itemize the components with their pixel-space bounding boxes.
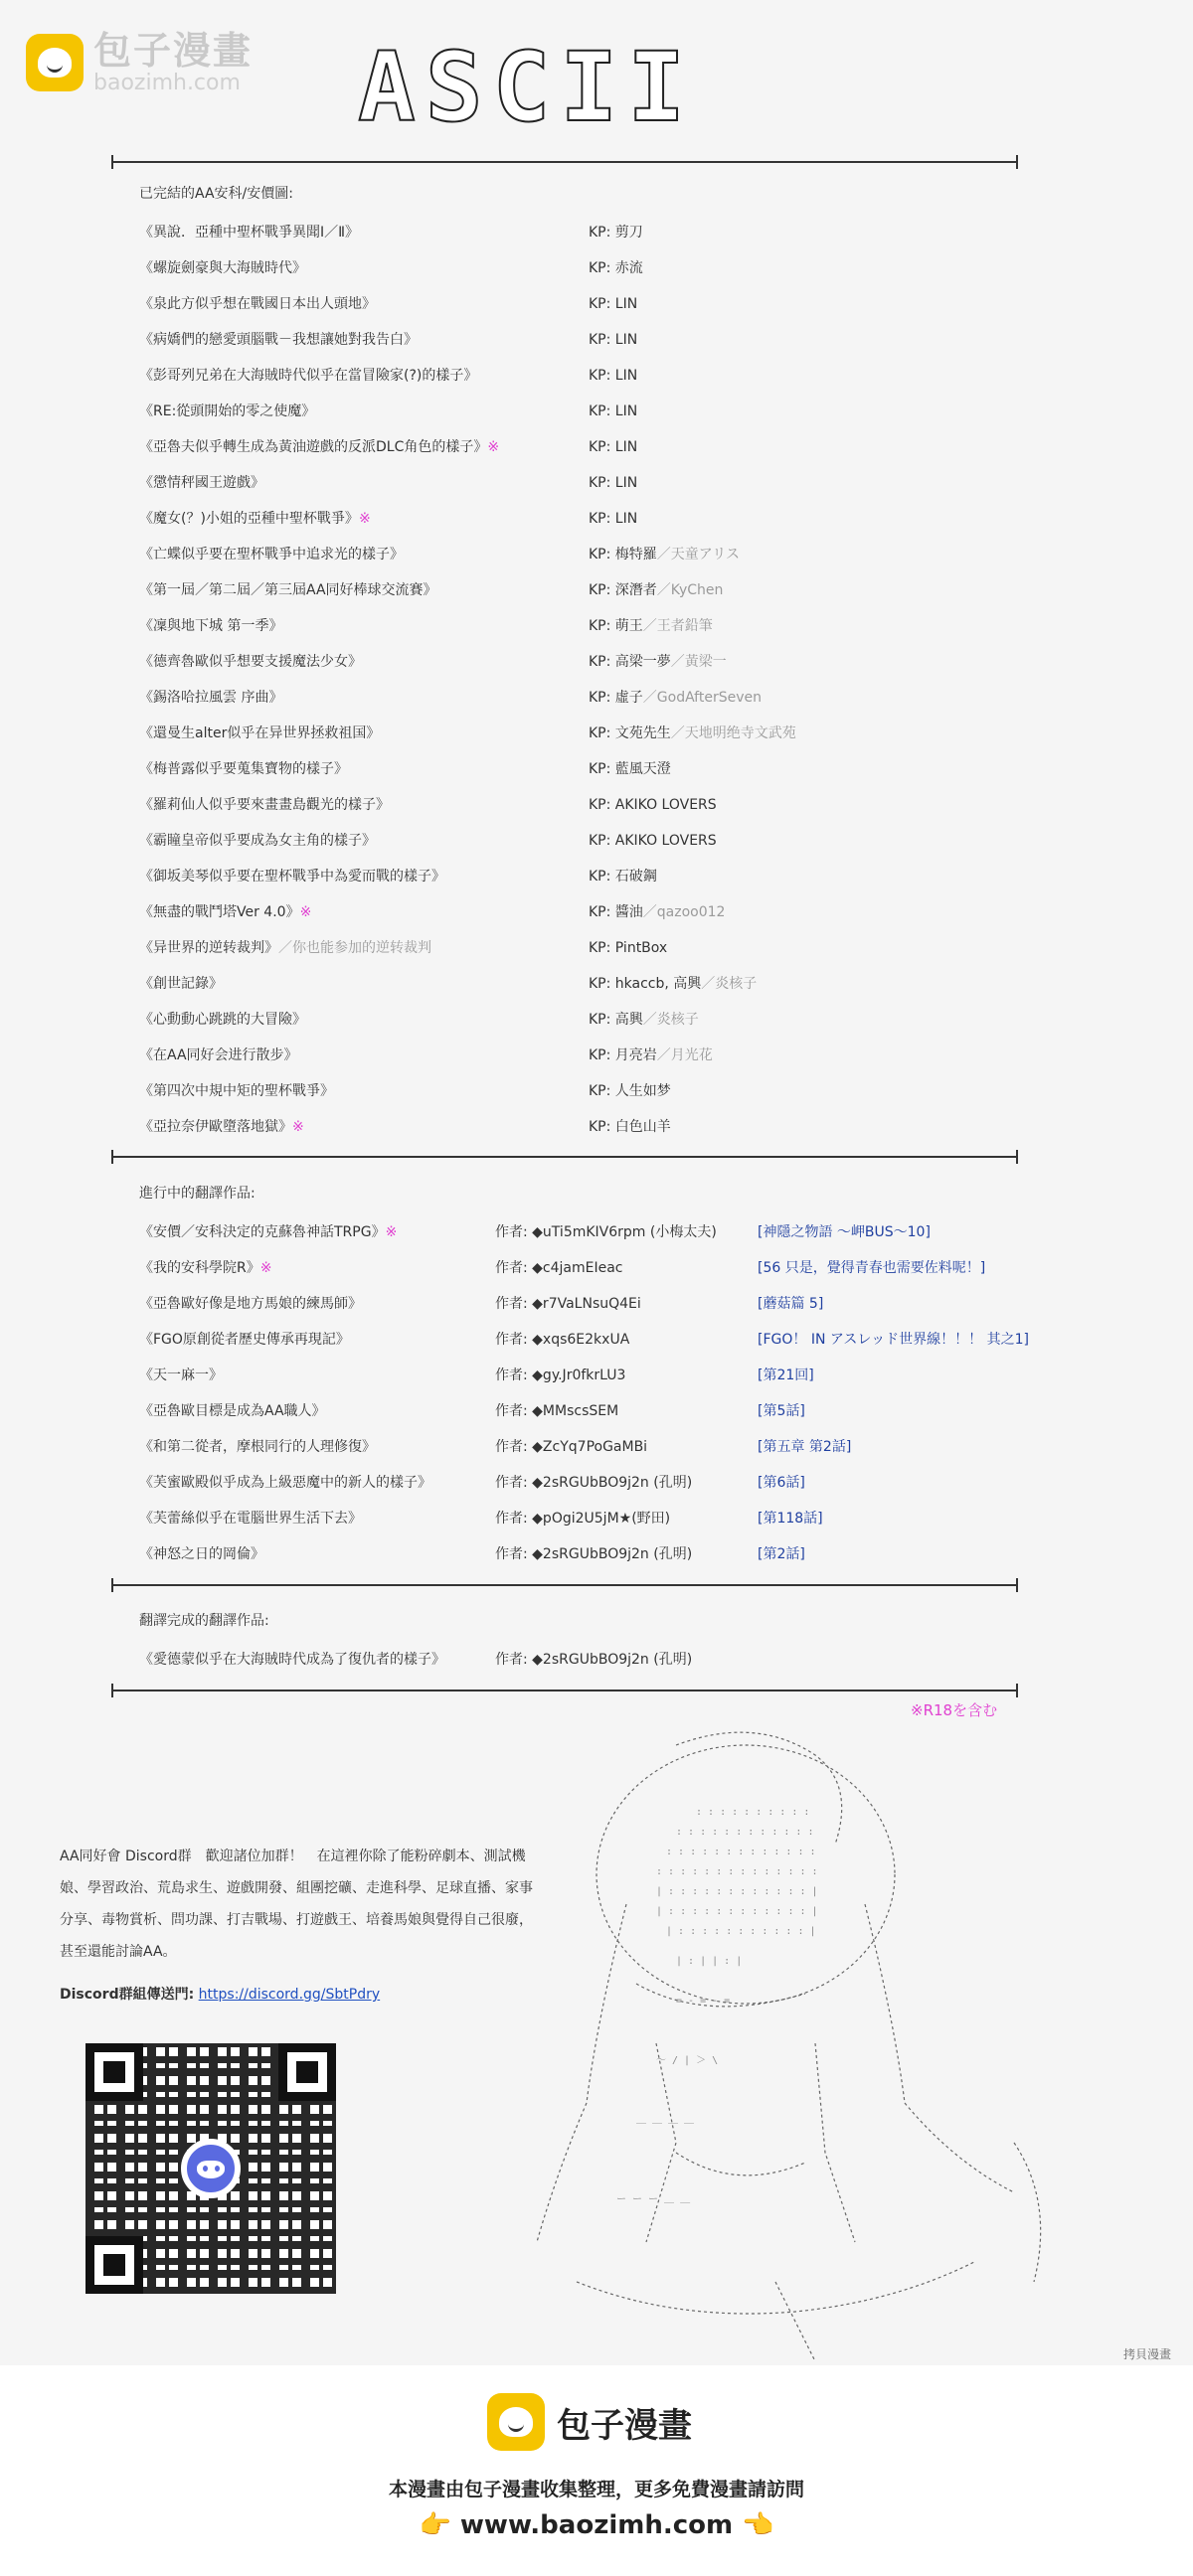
completed-title[interactable] [139,537,404,572]
completed-kp [589,966,757,1002]
footer-name: 包子漫畫 [557,2405,692,2446]
completed-kp [589,751,671,787]
ongoing-latest-episode[interactable]: [神隱之物語 ～岬BUS～10] [758,1224,931,1240]
completed-kp [589,787,717,823]
completed-kp [589,322,637,358]
svg-text:| : | | : |: | : | | : | [676,1956,743,1967]
finished-title[interactable]: 《愛德蒙似乎在大海賊時代成為了復仇者的樣子》 [139,1652,445,1668]
svg-text:| : : : : : : : : : : : |: | : : : : : : : : : : : | [666,1926,816,1937]
completed-row[interactable] [139,894,1034,930]
svg-text:～ / | ＞ \: ～ / | ＞ \ [656,2055,719,2066]
kp-extra: ／炎核子 [701,976,758,992]
completed-kp [589,930,667,966]
divider [111,1156,1018,1158]
kp-name: KP: LIN [589,368,638,384]
r18-note: ※R18を含む [911,1701,998,1719]
r18-mark: ※ [385,1224,398,1240]
completed-title-text[interactable]: 《彭哥列兄弟在大海賊時代似乎在當冒險家(?)的樣子》 [139,368,478,384]
kp-extra: ／qazoo012 [642,904,726,920]
completed-title[interactable] [139,394,315,429]
kp-extra: ／月光花 [656,1047,713,1063]
completed-title-text[interactable]: 《第四次中規中矩的聖杯戰爭》 [139,1083,334,1099]
svg-text:| : : : : : : : : : : : : |: | : : : : : : : : : : : : | [656,1886,818,1897]
completed-kp [589,1073,671,1109]
completed-kp [589,1038,713,1073]
kp-name: KP: 高梁一夢 [589,654,671,670]
ongoing-author: 作者: ◆2sRGUbBO9j2n (孔明) [495,1475,693,1491]
completed-row[interactable] [139,1002,1034,1038]
completed-kp [589,894,725,930]
completed-kp [589,572,723,608]
completed-row[interactable] [139,358,1034,394]
ongoing-latest-episode[interactable]: [蘑菇篇 5] [758,1296,824,1312]
kp-name: KP: 醬油 [589,904,643,920]
kp-name: KP: 藍風天澄 [589,761,671,777]
ongoing-title[interactable] [139,1322,350,1358]
completed-title-extra: ／你也能参加的逆转裁判 [278,940,431,956]
site-logo[interactable] [26,30,253,95]
ongoing-latest-episode[interactable]: [56 只是，覺得青春也需要佐料呢！] [758,1260,986,1276]
kp-extra: ／GodAfterSeven [642,690,762,706]
completed-title-text[interactable]: 《羅莉仙人似乎要來畫畫島觀光的樣子》 [139,797,390,813]
kp-name: KP: 剪刀 [589,225,643,241]
ongoing-row[interactable] [139,1250,1074,1286]
svg-text:＿ ＿ ＿ ＿: ＿ ＿ ＿ ＿ [636,2115,695,2126]
kp-name: KP: 石破鋼 [589,869,657,885]
divider [111,161,1018,163]
ongoing-row[interactable] [139,1536,1074,1572]
kp-name: KP: 深潛者 [589,582,657,598]
completed-kp [589,501,637,537]
ongoing-title-text[interactable]: 《芙蕾絲似乎在電腦世界生活下去》 [139,1511,362,1527]
completed-title[interactable] [139,608,282,644]
source-credit: 拷貝漫畫 [1123,2347,1172,2361]
ongoing-title[interactable] [139,1393,326,1429]
completed-title[interactable] [139,823,376,859]
logo-name: 包子漫畫 [93,29,254,73]
kp-extra: ／黃梁一 [670,654,727,670]
bun-logo-icon [487,2393,545,2451]
completed-title[interactable] [139,1073,334,1109]
kp-name: KP: 虛子 [589,690,643,706]
completed-title-text[interactable]: 《德齊魯歐似乎想要支援魔法少女》 [139,654,362,670]
kp-name: KP: AKIKO LOVERS [589,833,717,849]
discord-link[interactable]: https://discord.gg/SbtPdry [198,1987,381,2003]
completed-kp [589,823,717,859]
completed-title[interactable] [139,501,371,537]
completed-row[interactable] [139,572,1034,608]
finished-author: 作者: ◆2sRGUbBO9j2n (孔明) [495,1652,693,1668]
kp-name: KP: 梅特羅 [589,547,657,563]
completed-heading: 已完結的AA安科/安價圖: [139,186,293,202]
kp-name: KP: 萌王 [589,618,643,634]
kp-name: KP: LIN [589,439,638,455]
footer-logo[interactable] [487,2393,692,2451]
kp-extra: ／天地明绝寺文武苑 [670,725,796,741]
ongoing-row[interactable] [139,1286,1074,1322]
completed-kp [589,644,727,680]
discord-logo-icon [181,2139,241,2198]
completed-title-text[interactable]: 《霸瞳皇帝似乎要成為女主角的樣子》 [139,833,376,849]
logo-url: baozimh.com [93,71,241,95]
r18-mark: ※ [299,904,312,920]
ongoing-title-text[interactable]: 《亞魯歐目標是成為AA職人》 [139,1403,326,1419]
completed-title[interactable] [139,358,477,394]
kp-name: KP: 高興 [589,1012,643,1028]
ongoing-author: 作者: ◆c4jamEIeac [495,1260,623,1276]
completed-row[interactable] [139,859,1034,894]
completed-title[interactable] [139,966,223,1002]
ongoing-author: 作者: ◆pOgi2U5jM★(野田) [495,1511,671,1527]
completed-title-text[interactable]: 《在AA同好会进行散步》 [139,1047,298,1063]
r18-mark: ※ [358,511,371,527]
ascii-title: ASCII [358,32,695,143]
kp-name: KP: LIN [589,511,638,527]
ongoing-author: 作者: ◆r7VaLNsuQ4Ei [495,1296,641,1312]
kp-extra: ／王者鉛筆 [642,618,713,634]
completed-title[interactable] [139,859,445,894]
ongoing-title-text[interactable]: 《神怒之日的岡倫》 [139,1546,264,1562]
svg-text:| : : : : : : : : : : : : |: | : : : : : : : : : : : : | [656,1906,818,1917]
completed-title-text[interactable]: 《RE:從頭開始的零之使魔》 [139,403,316,419]
kp-name: KP: PintBox [589,940,668,956]
ongoing-author: 作者: ◆MMscsSEM [495,1403,619,1419]
completed-kp [589,537,740,572]
ongoing-row[interactable] [139,1214,1074,1250]
bun-logo-icon [26,34,84,91]
completed-row[interactable] [139,1073,1034,1109]
ongoing-title-text[interactable]: 《我的安科學院R》 [139,1260,260,1276]
discord-link-row [60,1984,380,2004]
ongoing-title[interactable] [139,1536,264,1572]
completed-row[interactable] [139,1109,1034,1145]
ongoing-title-text[interactable]: 《天一麻一》 [139,1368,223,1383]
ongoing-author: 作者: ◆gy.Jr0fkrLU3 [495,1368,626,1383]
ongoing-latest-episode[interactable]: [第21回] [758,1368,814,1383]
completed-row[interactable] [139,1038,1034,1073]
ongoing-title-text[interactable]: 《芙蜜歐殿似乎成為上級惡魔中的新人的樣子》 [139,1475,431,1491]
completed-title[interactable] [139,1002,306,1038]
completed-title-text[interactable]: 《梅普露似乎要蒐集寶物的樣子》 [139,761,348,777]
ongoing-title[interactable] [139,1250,271,1286]
completed-row[interactable] [139,608,1034,644]
kp-name: KP: LIN [589,475,638,491]
kp-name: KP: LIN [589,332,638,348]
completed-title-text[interactable]: 《錫洛哈拉風雲 序曲》 [139,690,283,706]
completed-row[interactable] [139,501,1034,537]
divider [111,1690,1018,1691]
ongoing-author: 作者: ◆uTi5mKIV6rpm (小梅太夫) [495,1224,717,1240]
completed-row[interactable] [139,394,1034,429]
completed-kp [589,680,762,716]
ongoing-title[interactable] [139,1465,431,1501]
svg-text:: : : : : : : : : : : :: : : : : : : : : : : : : [676,1827,814,1838]
completed-kp [589,429,637,465]
svg-text:: : : : : : : : : : : : : :: : : : : : : : : : : : : : : [656,1866,818,1877]
ongoing-title[interactable] [139,1429,376,1465]
r18-mark: ※ [487,439,500,455]
ongoing-author: 作者: ◆ZcYq7PoGaMBi [495,1439,648,1455]
ongoing-latest-episode[interactable]: [第118話] [758,1511,823,1527]
completed-row[interactable] [139,716,1034,751]
ongoing-title-text[interactable]: 《和第二從者，摩根同行的人理修復》 [139,1439,376,1455]
r18-mark: ※ [259,1260,272,1276]
kp-name: KP: hkaccb, 高興 [589,976,702,992]
svg-text:: : : : : : : : : :: : : : : : : : : : : [696,1807,810,1818]
completed-title-text[interactable]: 《魔女(？)小姐的亞種中聖杯戰爭》 [139,511,359,527]
ongoing-latest-episode[interactable]: [第5話] [758,1403,805,1419]
footer-url-row[interactable] [0,2510,1193,2540]
completed-row[interactable] [139,966,1034,1002]
completed-title[interactable] [139,322,418,358]
ongoing-row[interactable] [139,1358,1074,1393]
r18-mark: ※ [292,1119,304,1135]
ongoing-heading: 進行中的翻譯作品: [139,1186,256,1202]
completed-title-text[interactable]: 《凜與地下城 第一季》 [139,618,283,634]
completed-title-text[interactable]: 《第一屆／第二屆／第三屆AA同好棒球交流賽》 [139,582,437,598]
completed-row[interactable] [139,322,1034,358]
qr-finder [85,2236,143,2294]
kp-name: KP: LIN [589,296,638,312]
qr-finder [278,2043,336,2101]
kp-name: KP: 赤流 [589,260,643,276]
ongoing-row[interactable] [139,1322,1074,1358]
kp-name: KP: AKIKO LOVERS [589,797,717,813]
completed-title-text[interactable]: 《無盡的戰鬥塔Ver 4.0》 [139,904,300,920]
completed-title-text[interactable]: 《心動動心跳跳的大冒險》 [139,1012,306,1028]
ongoing-row[interactable] [139,1393,1074,1429]
ongoing-title-text[interactable]: 《FGO原創從者歷史傳承再現記》 [139,1332,350,1348]
svg-text:: : : : : : : : : : : : :: : : : : : : : : : : : : : [666,1847,816,1857]
pointing-right-icon: 👉 [419,2510,460,2540]
completed-title-text[interactable]: 《創世記錄》 [139,976,223,992]
ongoing-author: 作者: ◆xqs6E2kxUA [495,1332,630,1348]
completed-row[interactable] [139,465,1034,501]
kp-name: KP: 文苑先生 [589,725,671,741]
completed-title[interactable] [139,429,499,465]
ongoing-row[interactable] [139,1465,1074,1501]
ongoing-row[interactable] [139,1429,1074,1465]
completed-title-text[interactable]: 《螺旋劍豪與大海賊時代》 [139,260,306,276]
discord-description: AA同好會 Discord群 歡迎諸位加群！ 在這裡你除了能粉碎劇本、測試機娘、學習政治、荒島求生、遊戲開發、組團挖礦、走進科學、足球直播、家事分享、毒物賞析、問功課、打吉戰場、打遊戲王、培養馬娘與覺得自己很廢，甚至還能討論AA。 [60,1849,533,1960]
completed-title[interactable] [139,250,306,286]
ongoing-latest-episode[interactable]: [第2話] [758,1546,805,1562]
completed-row[interactable] [139,286,1034,322]
completed-kp [589,465,637,501]
completed-row[interactable] [139,429,1034,465]
ongoing-title[interactable] [139,1358,223,1393]
completed-title-text[interactable]: 《還曼生alter似乎在异世界拯救祖国》 [139,725,381,741]
completed-title[interactable] [139,680,282,716]
kp-extra: ／KyChen [656,582,724,598]
completed-kp [589,1002,699,1038]
svg-text:= - = - =: = - = - = [676,1996,731,2007]
completed-kp [589,608,713,644]
footer-notice: 本漫畫由包子漫畫收集整理，更多免費漫畫請訪問 [388,2479,804,2500]
completed-kp [589,716,796,751]
ongoing-title-text[interactable]: 《安價／安科決定的克蘇魯神話TRPG》 [139,1224,386,1240]
completed-title-text[interactable]: 《亞魯夫似乎轉生成為黃油遊戲的反派DLC角色的樣子》 [139,439,488,455]
completed-title-text[interactable]: 《異說．亞種中聖杯戰爭異聞Ⅰ／Ⅱ》 [139,225,360,241]
completed-kp [589,859,657,894]
completed-kp [589,394,637,429]
ongoing-latest-episode[interactable]: [FGO！ IN アスレッド世界線！！！ 其之1] [758,1332,1030,1348]
completed-row[interactable] [139,537,1034,572]
pointing-left-icon: 👈 [733,2510,774,2540]
completed-title-text[interactable]: 《病嬌們的戀愛頭腦戰－我想讓她對我告白》 [139,332,418,348]
completed-title-text[interactable]: 《亡蝶似乎要在聖杯戰爭中追求光的樣子》 [139,547,404,563]
discord-link-label: Discord群組傳送門: [60,1987,195,2003]
kp-name: KP: 白色山羊 [589,1119,671,1135]
divider [111,1584,1018,1586]
completed-title[interactable] [139,1109,304,1145]
completed-title[interactable] [139,465,264,501]
completed-title-text[interactable]: 《异世界的逆转裁判》 [139,940,278,956]
ongoing-title-text[interactable]: 《亞魯歐好像是地方馬娘的練馬師》 [139,1296,362,1312]
ongoing-row[interactable] [139,1501,1074,1536]
completed-row[interactable] [139,823,1034,859]
completed-row[interactable] [139,644,1034,680]
svg-text:ー ー ー ＿ ＿: ー ー ー ＿ ＿ [616,2194,691,2205]
completed-row[interactable] [139,751,1034,787]
qr-finder [85,2043,143,2101]
ongoing-title[interactable] [139,1214,397,1250]
ongoing-title[interactable] [139,1501,362,1536]
completed-title[interactable] [139,644,362,680]
completed-row[interactable] [139,930,1034,966]
ongoing-author: 作者: ◆2sRGUbBO9j2n (孔明) [495,1546,693,1562]
ongoing-latest-episode[interactable]: [第6話] [758,1475,805,1491]
completed-title[interactable] [139,1038,298,1073]
finished-row[interactable] [139,1642,1074,1678]
completed-kp [589,358,637,394]
footer-url[interactable]: www.baozimh.com [459,2510,734,2540]
completed-title[interactable] [139,215,359,250]
completed-kp [589,215,643,250]
completed-title[interactable] [139,751,348,787]
finished-heading: 翻譯完成的翻譯作品: [139,1613,269,1629]
completed-kp [589,1109,671,1145]
discord-qr-code [85,2043,336,2294]
completed-title[interactable] [139,572,437,608]
completed-row[interactable] [139,250,1034,286]
completed-row[interactable] [139,787,1034,823]
completed-title[interactable] [139,286,376,322]
kp-name: KP: 人生如梦 [589,1083,671,1099]
completed-title[interactable] [139,716,380,751]
completed-title[interactable] [139,930,431,966]
kp-name: KP: 月亮岩 [589,1047,657,1063]
completed-kp [589,286,637,322]
completed-row[interactable] [139,680,1034,716]
completed-kp [589,250,643,286]
completed-title-text[interactable]: 《懲情秤國王遊戲》 [139,475,264,491]
kp-name: KP: LIN [589,403,638,419]
completed-title-text[interactable]: 《泉此方似乎想在戰國日本出人頭地》 [139,296,376,312]
completed-row[interactable] [139,215,1034,250]
kp-extra: ／天童アリス [656,547,740,563]
ascii-art-girl-illustration [477,1725,1074,2361]
completed-title[interactable] [139,894,311,930]
kp-extra: ／炎核子 [642,1012,699,1028]
ongoing-title[interactable] [139,1286,362,1322]
completed-title-text[interactable]: 《亞拉奈伊歐墮落地獄》 [139,1119,292,1135]
completed-title[interactable] [139,787,390,823]
completed-title-text[interactable]: 《御坂美琴似乎要在聖杯戰爭中為愛而戰的樣子》 [139,869,445,885]
ongoing-latest-episode[interactable]: [第五章 第2話] [758,1439,852,1455]
